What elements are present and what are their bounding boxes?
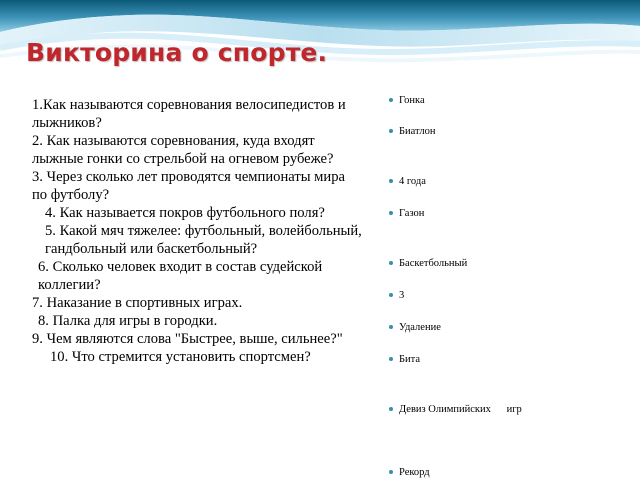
question-3: 3. Через сколько лет проводятся чемпионаты мира по футболу?: [32, 169, 346, 203]
answer-10: [389, 467, 430, 479]
answer-6: [389, 290, 404, 302]
page-title: Викторина о спорте.: [26, 38, 328, 67]
answer-9-text: Девиз Олимпийских игр: [399, 404, 522, 415]
question-2: 2. Как называются соревнования, куда входят лыжные гонки со стрельбой на огневом рубеже?: [32, 133, 334, 167]
answer-3: [389, 176, 426, 188]
answer-1-text: Гонка: [399, 95, 425, 106]
question-10: 10. Что стремится установить спортсмен?: [50, 349, 311, 365]
answer-9: [389, 404, 522, 416]
answer-7-text: Удаление: [399, 322, 441, 333]
answer-5-text: Баскетбольный: [399, 258, 468, 269]
answer-4-text: Газон: [399, 208, 425, 219]
question-5: 5. Какой мяч тяжелее: футбольный, волейбольный, гандбольный или баскетбольный?: [45, 223, 362, 257]
answer-10-text: Рекорд: [399, 467, 430, 478]
answer-3-text: 4 года: [399, 176, 426, 187]
question-4: 4. Как называется покров футбольного поля?: [45, 205, 325, 221]
answer-2-text: Биатлон: [399, 126, 436, 137]
question-6: 6. Сколько человек входит в состав судейской коллегии?: [38, 259, 323, 293]
answer-6-text: 3: [399, 290, 405, 301]
question-8: 8. Палка для игры в городки.: [38, 313, 218, 329]
question-7: 7. Наказание в спортивных играх.: [32, 295, 243, 311]
answer-7: [389, 322, 441, 334]
questions-list: [32, 96, 362, 366]
answer-8-text: Бита: [399, 354, 421, 365]
answer-2: [389, 126, 435, 138]
answers-list: [389, 0, 634, 480]
question-9: 9. Чем являются слова "Быстрее, выше, сильнее?": [32, 331, 343, 347]
answer-4: [389, 208, 424, 220]
answer-8: [389, 354, 420, 366]
answer-5: [389, 258, 467, 270]
answer-1: [389, 95, 425, 107]
question-1: 1.Как называются соревнования велосипедистов и лыжников?: [32, 97, 346, 131]
